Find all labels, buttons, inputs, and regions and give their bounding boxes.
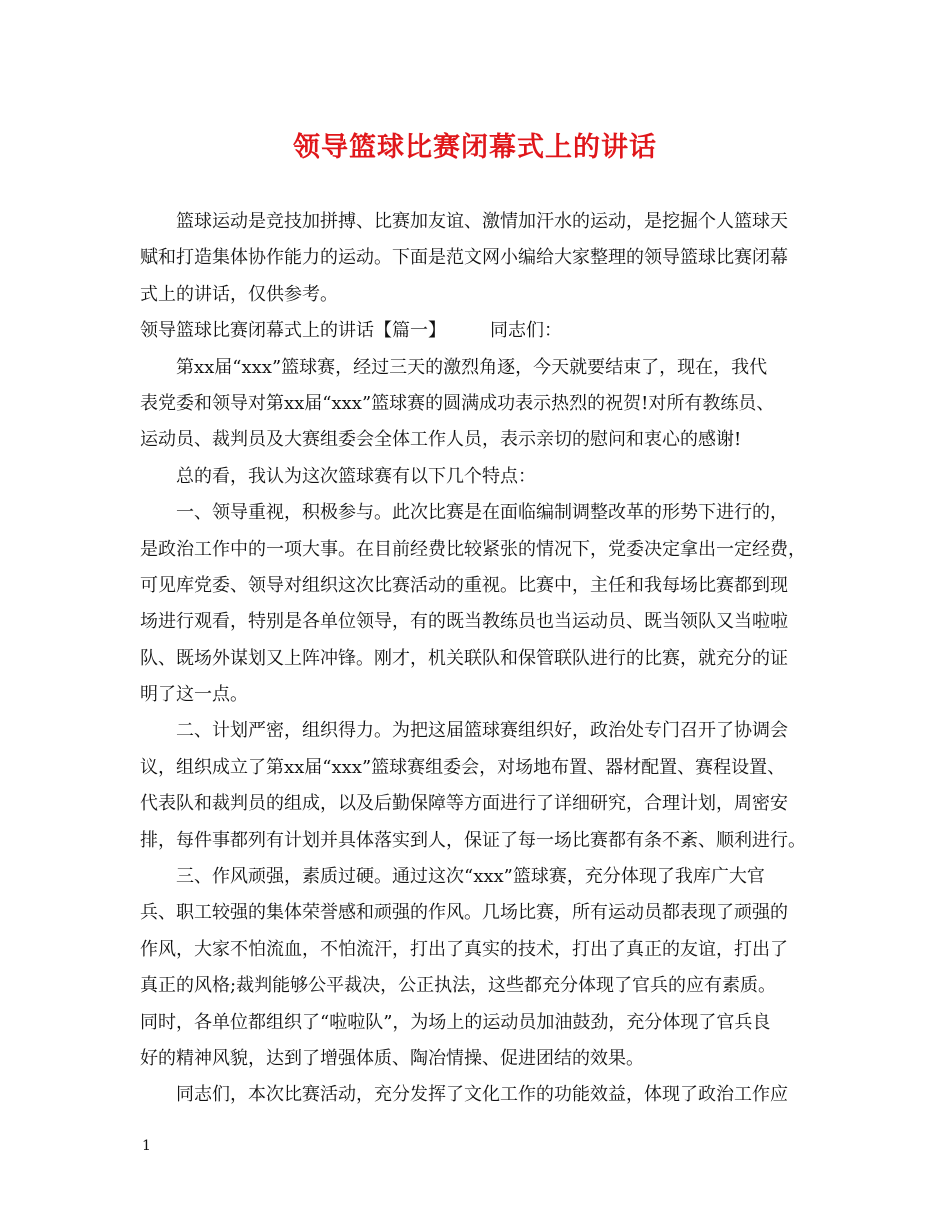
paragraph-line: 好的精神风貌，达到了增强体质、陶冶情操、促进团结的效果。 [140, 1047, 644, 1069]
paragraph-line: 同时，各单位都组织了“啦啦队”，为场上的运动员加油鼓劲，充分体现了官兵良 [140, 1011, 771, 1033]
paragraph-line: 总的看，我认为这次篮球赛有以下几个特点： [176, 465, 536, 487]
paragraph-line: 排，每件事都列有计划并具体落实到人，保证了每一场比赛都有条不紊、顺利进行。 [140, 829, 806, 851]
paragraph-line: 篮球运动是竞技加拼搏、比赛加友谊、激情加汗水的运动，是挖掘个人篮球天 [176, 211, 788, 232]
paragraph-line: 赋和打造集体协作能力的运动。下面是范文网小编给大家整理的领导篮球比赛闭幕 [140, 247, 788, 269]
paragraph-line: 作风，大家不怕流血，不怕流汗，打出了真实的技术，打出了真正的友谊，打出了 [140, 938, 788, 960]
paragraph-line: 第xx届“xxx”篮球赛，经过三天的激烈角逐，今天就要结束了，现在，我代 [176, 356, 768, 378]
paragraph-line: 可见库党委、领导对组织这次比赛活动的重视。比赛中，主任和我每场比赛都到现 [140, 574, 788, 596]
paragraph-line: 三、作风顽强，素质过硬。通过这次“xxx”篮球赛，充分体现了我库广大官 [176, 866, 765, 888]
paragraph-line: 代表队和裁判员的组成，以及后勤保障等方面进行了详细研究，合理计划，周密安 [140, 793, 788, 815]
paragraph-line: 议，组织成立了第xx届“xxx”篮球赛组委会，对场地布置、器材配置、赛程设置、 [140, 756, 786, 778]
paragraph-line: 一、领导重视，积极参与。此次比赛是在面临编制调整改革的形势下进行的， [176, 502, 788, 524]
paragraph-line: 队、既场外谋划又上阵冲锋。刚才，机关联队和保管联队进行的比赛，就充分的证 [140, 647, 788, 669]
paragraph-line: 表党委和领导对第xx届“xxx”篮球赛的圆满成功表示热烈的祝贺!对所有教练员、 [140, 392, 775, 414]
paragraph-line: 式上的讲话，仅供参考。 [140, 283, 338, 305]
document-title: 领导篮球比赛闭幕式上的讲话 [293, 132, 657, 163]
paragraph-line: 兵、职工较强的集体荣誉感和顽强的作风。几场比赛，所有运动员都表现了顽强的 [140, 902, 788, 924]
paragraph-line: 真正的风格;裁判能够公平裁决，公正执法，这些都充分体现了官兵的应有素质。 [140, 975, 777, 997]
paragraph-line: 场进行观看，特别是各单位领导，有的既当教练员也当运动员、既当领队又当啦啦 [140, 611, 788, 633]
paragraph-line: 同志们，本次比赛活动，充分发挥了文化工作的功能效益，体现了政治工作应 [176, 1084, 788, 1106]
document-body [140, 204, 824, 1114]
section-heading: 领导篮球比赛闭幕式上的讲话【篇一】 [140, 320, 446, 342]
paragraph-line: 二、计划严密，组织得力。为把这届篮球赛组织好，政治处专门召开了协调会 [176, 720, 788, 742]
section-heading-line [140, 313, 824, 349]
page-number: 1 [142, 1138, 151, 1154]
salutation: 同志们： [490, 320, 562, 342]
paragraph-line: 是政治工作中的一项大事。在目前经费比较紧张的情况下，党委决定拿出一定经费， [140, 538, 806, 560]
paragraph-line: 运动员、裁判员及大赛组委会全体工作人员，表示亲切的慰问和衷心的感谢! [140, 429, 742, 451]
paragraph-line: 明了这一点。 [140, 684, 248, 706]
